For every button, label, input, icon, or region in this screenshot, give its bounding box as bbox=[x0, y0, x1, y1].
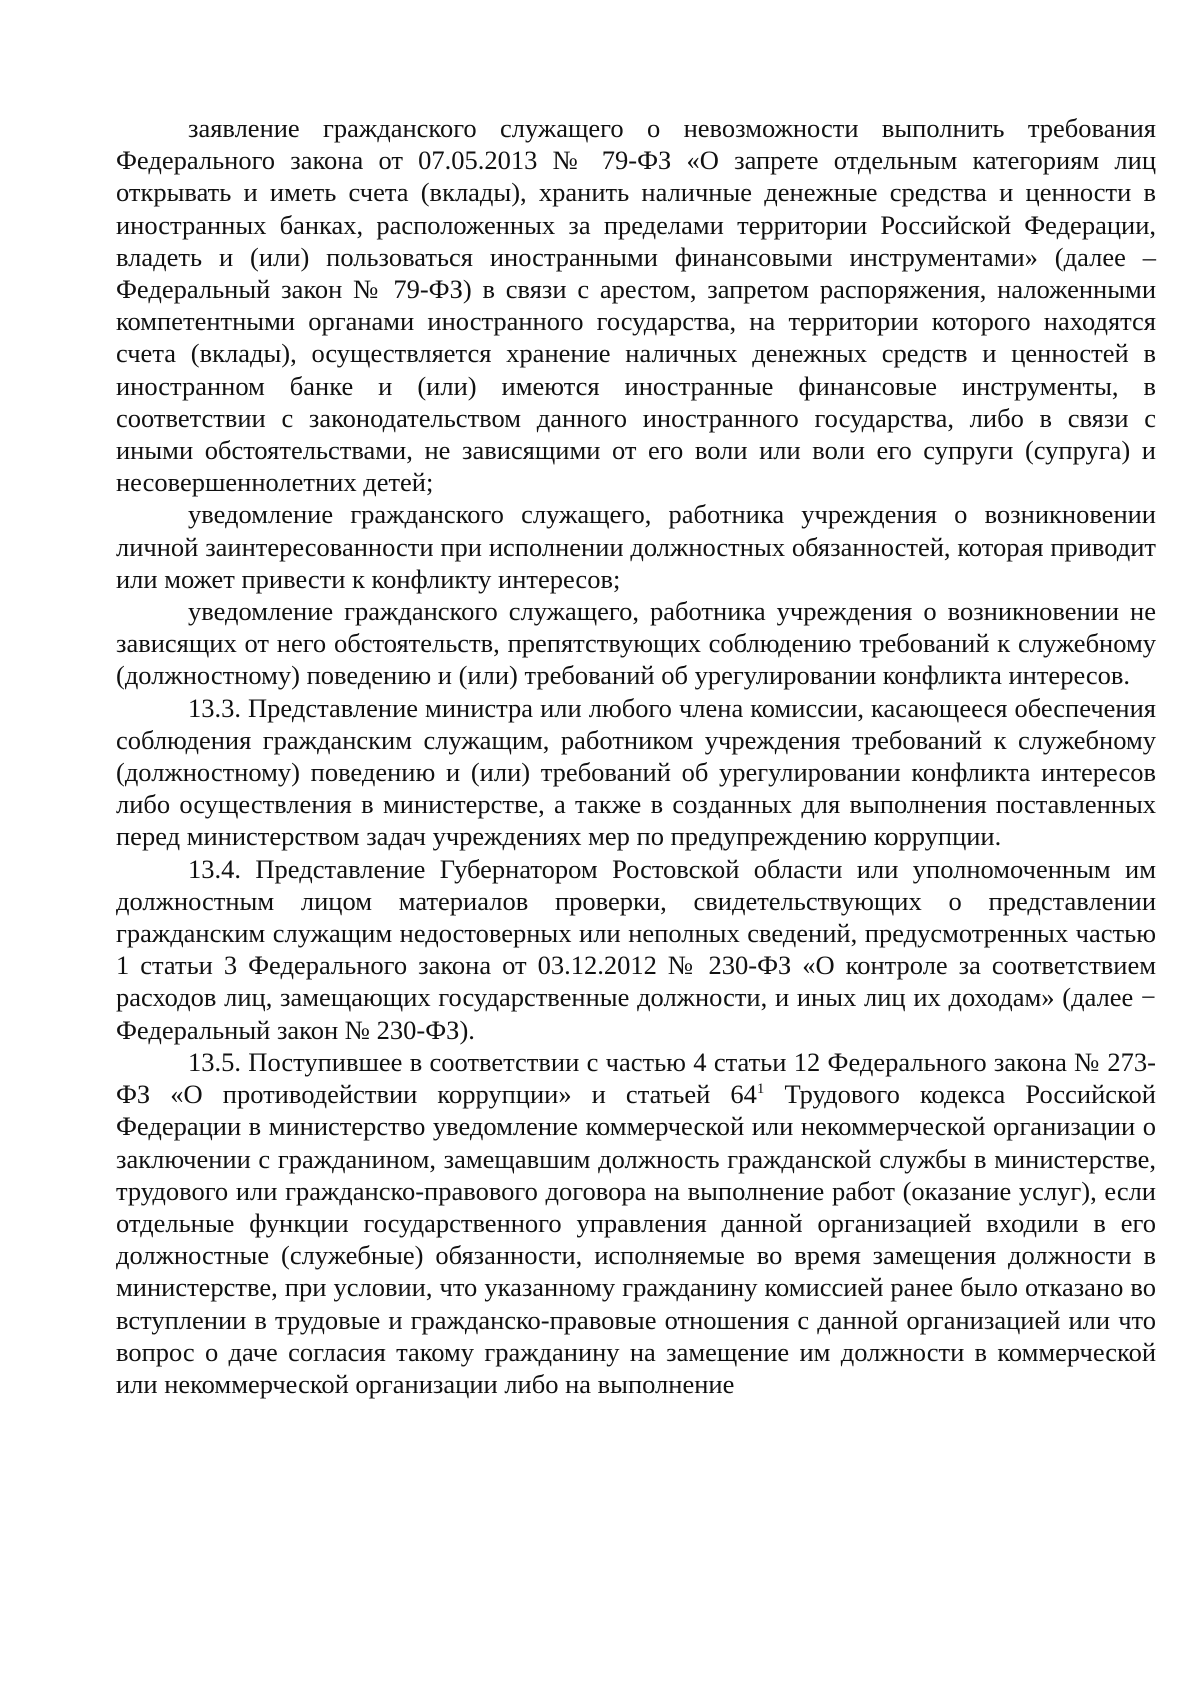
paragraph-notice-circumstances: уведомление гражданского служащего, работника учреждения о возникновении не зависящих от него обстоятельств, препятствующих соблюдению требований к служебному (должностному) поведению и (или) требований об урегулировании конфликта интересов. bbox=[116, 596, 1156, 691]
paragraph-13-3: 13.3. Представление министра или любого члена комиссии, касающееся обеспечения соблюдения гражданским служащим, работником учреждения требований к служебному (должностному) поведению и (или) требований об урегулировании конфликта интересов либо осуществления в министерстве, а также в созданных для выполнения поставленных перед министерством задач учреждениях мер по предупреждению коррупции. bbox=[116, 692, 1156, 852]
paragraph-statement: заявление гражданского служащего о невозможности выполнить требования Федерального закона от 07.05.2013 № 79-ФЗ «О запрете отдельным категориям лиц открывать и иметь счета (вклады), хранить наличные денежные средства и ценности в иностранных банках, расположенных за пределами территории Российской Федерации, владеть и (или) пользоваться иностранными финансовыми инструментами» (далее – Федеральный закон № 79-ФЗ) в связи с арестом, запретом распоряжения, наложенными компетентными органами иностранного государства, на территории которого находятся счета (вклады), осуществляется хранение наличных денежных средств и ценностей в иностранном банке и (или) имеются иностранные финансовые инструменты, в соответствии с законодательством данного иностранного государства, либо в связи с иными обстоятельствами, не зависящими от его воли или воли его супруги (супруга) и несовершеннолетних детей; bbox=[116, 113, 1156, 498]
document-page bbox=[116, 112, 1156, 1400]
superscript-article-mark: 1 bbox=[756, 1081, 765, 1098]
paragraph-notice-personal-interest: уведомление гражданского служащего, работника учреждения о возникновении личной заинтересованности при исполнении должностных обязанностей, которая приводит или может привести к конфликту интересов; bbox=[116, 499, 1156, 594]
paragraph-13-5 bbox=[116, 1046, 1156, 1400]
paragraph-13-5-rest: Трудового кодекса Российской Федерации в министерство уведомление коммерческой или некоммерческой организации о заключении с гражданином, замещавшим должность гражданской службы в министерстве, трудового или гражданско-правового договора на выполнение работ (оказание услуг), если отдельные функции государственного управления данной организацией входили в его должностные (служебные) обязанности, исполняемые во время замещения должности в министерстве, при условии, что указанному гражданину комиссией ранее было отказано во вступлении в трудовые и гражданско-правовые отношения с данной организацией или что вопрос о даче согласия такому гражданину на замещение им должности в коммерческой или некоммерческой организации либо на выполнение bbox=[116, 1079, 1156, 1399]
paragraph-13-5-start: 13.5. Поступившее в соответствии с частью 4 статьи 12 Федерального закона № 273-ФЗ «О противодействии коррупции» и статьей 64 bbox=[116, 1046, 1156, 1110]
paragraph-13-4: 13.4. Представление Губернатором Ростовской области или уполномоченным им должностным лицом материалов проверки, свидетельствующих о представлении гражданским служащим недостоверных или неполных сведений, предусмотренных частью 1 статьи 3 Федерального закона от 03.12.2012 № 230-ФЗ «О контроле за соответствием расходов лиц, замещающих государственные должности, и иных лиц их доходам» (далее − Федеральный закон № 230-ФЗ). bbox=[116, 853, 1156, 1045]
